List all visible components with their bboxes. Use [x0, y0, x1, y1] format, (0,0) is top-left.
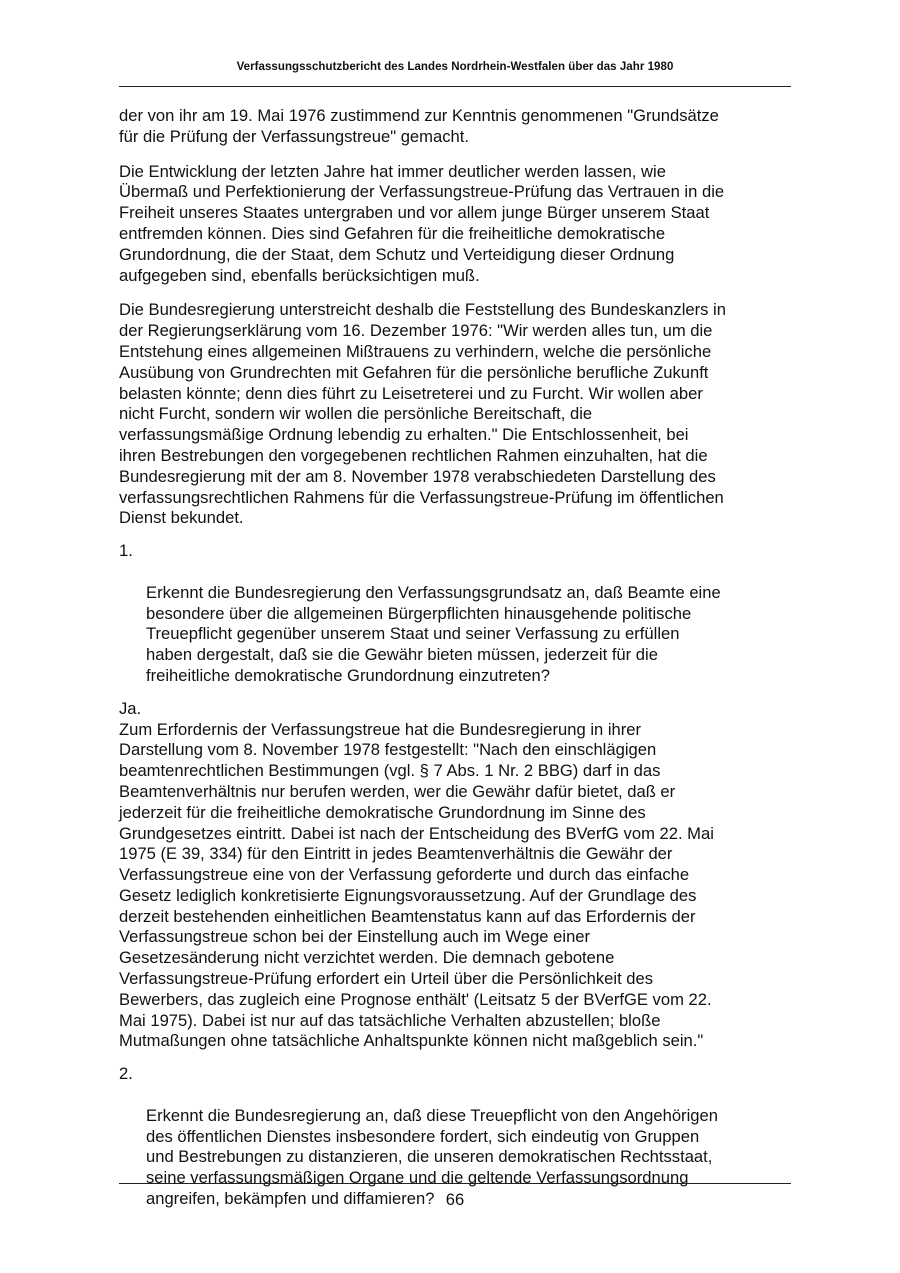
- paragraph-entwicklung: Die Entwicklung der letzten Jahre hat immer deutlicher werden lassen, wie Übermaß und Perfektionierung der Verfassungstreue-Prüfung das Vertrauen in die Freiheit unseres Staates untergraben und vor allem junge Bürger unserem Staat entfremden können. Dies sind Gefahren für die freiheitliche demokratische Grundordnung, die der Staat, dem Schutz und Verteidigung dieser Ordnung aufgegeben sind, ebenfalls berücksichtigen muß.: [119, 161, 725, 285]
- page-header: Verfassungsschutzbericht des Landes Nordrhein-Westfalen über das Jahr 1980: [236, 61, 674, 73]
- answer-1-ja: Ja.: [119, 698, 142, 718]
- answer-1-text: Zum Erfordernis der Verfassungstreue hat die Bundesregierung in ihrer Darstellung vom 8. November 1978 festgestellt: "Nach den einschlägigen beamtenrechtlichen Bestimmungen (vgl. § 7 Abs. 1 Nr. 2 BBG) darf in das Beamtenverhältnis nur berufen werden, wer die Gewähr dafür bietet, daß er jederzeit für die freiheitliche demokratische Grundordnung im Sinne des Grundgesetzes eintritt. Dabei ist nach der Entscheidung des BVerfG vom 22. Mai 1975 (E 39, 334) für den Eintritt in jedes Beamtenverhältnis die Gewähr der Verfassungstreue eine von der Verfassung geforderte und durch das einfache Gesetz lediglich konkretisierte Eignungsvoraussetzung. Auf der Grundlage des derzeit bestehenden einheitlichen Beamtenstatus kann auf das Erfordernis der Verfassungstreue schon bei der Einstellung auch im Wege einer Gesetzesänderung nicht verzichtet werden. Die demnach gebotene Verfassungstreue-Prüfung erfordert ein Urteil über die Persönlichkeit des Bewerbers, das zugleich eine Prognose enthält' (Leitsatz 5 der BVerfGE vom 22. Mai 1975). Dabei ist nur auf das tatsächliche Verhalten abzustellen; bloße Mutmaßungen ohne tatsächliche Anhaltspunkte können nicht maßgeblich sein.": [119, 719, 714, 1051]
- paragraph-bundesregierung: Die Bundesregierung unterstreicht deshalb die Feststellung des Bundeskanzlers in der Regierungserklärung vom 16. Dezember 1976: "Wir werden alles tun, um die Entstehung eines allgemeinen Mißtrauens zu verhindern, welche die persönliche Ausübung von Grundrechten mit Gefahren für die persönliche berufliche Zukunft belasten könnte; denn dies führt zu Leisetreterei und zu Furcht. Wir wollen aber nicht Furcht, sondern wir wollen die persönliche Bereitschaft, die verfassungsmäßige Ordnung lebendig zu erhalten." Die Entschlossenheit, bei ihren Bestrebungen den vorgegebenen rechtlichen Rahmen einzuhalten, hat die Bundesregierung mit der am 8. November 1978 verabschiedeten Darstellung des verfassungsrechtlichen Rahmens für die Verfassungstreue-Prüfung im öffentlichen Dienst bekundet.: [119, 300, 726, 528]
- question-2-number: 2.: [119, 1064, 133, 1084]
- footer-rule: [119, 1183, 791, 1184]
- question-1-number: 1.: [119, 541, 133, 561]
- paragraph-grundsaetze: der von ihr am 19. Mai 1976 zustimmend zur Kenntnis genommenen "Grundsätze für die Prüfung der Verfassungstreue" gemacht.: [119, 106, 719, 146]
- document-body: [119, 106, 791, 1210]
- header-rule: [119, 86, 791, 87]
- question-1-text: Erkennt die Bundesregierung den Verfassungsgrundsatz an, daß Beamte eine besondere über die allgemeinen Bürgerpflichten hinausgehende politische Treuepflicht gegenüber unserem Staat und seiner Verfassung zu erfüllen haben dergestalt, daß sie die Gewähr bieten müssen, jederzeit für die freiheitliche demokratische Grundordnung einzutreten?: [146, 582, 721, 685]
- question-1: [119, 541, 791, 687]
- question-2: [119, 1064, 791, 1210]
- question-2-text: Erkennt die Bundesregierung an, daß diese Treuepflicht von den Angehörigen des öffentlichen Dienstes insbesondere fordert, sich eindeutig von Gruppen und Bestrebungen zu distanzieren, die unseren demokratischen Rechtsstaat, seine verfassungsmäßigen Organe und die geltende Verfassungsordnung angreifen, bekämpfen und diffamieren?: [146, 1105, 718, 1209]
- page-number: 66: [445, 1190, 465, 1209]
